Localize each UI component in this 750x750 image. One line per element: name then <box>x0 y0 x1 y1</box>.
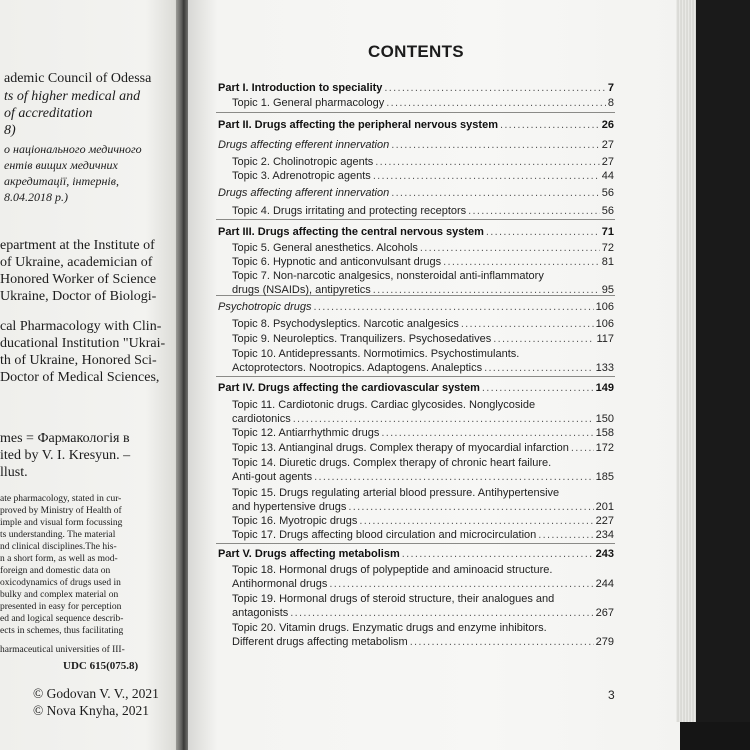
toc-entry-title: Part III. Drugs affecting the central nervous system <box>218 226 484 238</box>
left-page-line: 8) <box>4 123 16 138</box>
toc-entry-title: drugs (NSAIDs), antipyretics <box>232 284 371 296</box>
left-page-line: о національного медичного <box>4 142 142 156</box>
toc-page-number: 44 <box>601 170 614 182</box>
toc-topic[interactable] <box>232 205 614 218</box>
toc-topic[interactable] <box>232 501 614 514</box>
toc-topic[interactable] <box>232 636 614 649</box>
toc-entry-title: and hypertensive drugs <box>232 501 347 513</box>
toc-topic[interactable] <box>232 515 614 528</box>
toc-page-number: 81 <box>601 256 614 268</box>
toc-entry-line: Topic 10. Antidepressants. Normotimics. Psychostimulants. <box>232 348 520 360</box>
left-page-line: акредитації, інтернів, <box>4 174 119 188</box>
dot-leader <box>290 607 593 620</box>
toc-entry-title: Topic 17. Drugs affecting blood circulation and microcirculation <box>232 529 537 541</box>
toc-page-number: 56 <box>601 187 614 199</box>
dot-leader <box>493 333 594 346</box>
dot-leader <box>293 413 594 426</box>
toc-entry-title: Topic 4. Drugs irritating and protecting receptors <box>232 205 467 217</box>
dot-leader <box>314 471 594 484</box>
toc-topic[interactable] <box>232 256 614 269</box>
page-edges <box>676 0 696 722</box>
toc-entry-line: Topic 18. Hormonal drugs of polypeptide and aminoacid structure. <box>232 564 553 576</box>
dot-leader <box>375 156 600 169</box>
left-page-line: ademic Council of Odessa <box>4 71 152 86</box>
toc-topic[interactable] <box>232 529 614 542</box>
toc-topic[interactable] <box>232 156 614 169</box>
dot-leader <box>571 442 594 455</box>
copyright-publisher: © Nova Knyha, 2021 <box>33 703 149 718</box>
toc-entry-title: Drugs affecting efferent innervation <box>218 139 390 151</box>
toc-entry-line: Topic 15. Drugs regulating arterial blood pressure. Antihypertensive <box>232 487 560 499</box>
toc-topic[interactable] <box>232 170 614 183</box>
left-page-line: oxicodynamics of drugs used in <box>0 578 121 588</box>
left-page-line: imple and visual form focussing <box>0 518 123 528</box>
left-page-line: 8.04.2018 р.) <box>4 190 68 204</box>
toc-topic[interactable] <box>232 413 614 426</box>
toc-entry-title: Topic 12. Antiarrhythmic drugs <box>232 427 380 439</box>
left-page-line: cal Pharmacology with Clin- <box>0 319 162 334</box>
toc-page-number: 172 <box>595 442 614 454</box>
left-page-line: ducational Institution "Ukrai- <box>0 336 166 351</box>
toc-entry-title: Actoprotectors. Nootropics. Adaptogens. Analeptics <box>232 362 483 374</box>
left-page-line: presented in easy for perception <box>0 602 122 612</box>
dot-leader <box>500 119 600 132</box>
toc-entry-title: Part II. Drugs affecting the peripheral nervous system <box>218 119 498 131</box>
toc-page-number: 158 <box>595 427 614 439</box>
toc-section[interactable] <box>218 301 614 314</box>
dot-leader <box>329 578 593 591</box>
toc-entry-title: Topic 3. Adrenotropic agents <box>232 170 371 182</box>
separator-rule <box>216 543 615 544</box>
left-page-line: of Ukraine, academician of <box>0 255 153 270</box>
left-page-line: ентів вищих медичних <box>4 158 118 172</box>
toc-topic[interactable] <box>232 471 614 484</box>
contents-title: CONTENTS <box>368 42 464 61</box>
toc-page-number: 243 <box>595 548 614 560</box>
separator-rule <box>216 112 615 113</box>
background-shadow <box>680 722 750 750</box>
toc-topic[interactable] <box>232 318 614 331</box>
dot-leader <box>359 515 593 528</box>
dot-leader <box>391 139 600 152</box>
toc-page-number: 133 <box>595 362 614 374</box>
left-page-line: ited by V. I. Kresyun. – <box>0 448 131 463</box>
left-page-line: ects in schemes, thus facilitating <box>0 626 124 636</box>
toc-page-number: 149 <box>595 382 614 394</box>
toc-page-number: 56 <box>601 205 614 217</box>
toc-page-number: 117 <box>596 333 614 345</box>
toc-entry-title: antagonists <box>232 607 289 619</box>
toc-page-number: 26 <box>601 119 614 131</box>
dot-leader <box>468 205 600 218</box>
toc-entry-title: Topic 5. General anesthetics. Alcohols <box>232 242 418 254</box>
toc-entry-title: Topic 2. Cholinotropic agents <box>232 156 374 168</box>
toc-entry-title: Topic 6. Hypnotic and anticonvulsant drugs <box>232 256 442 268</box>
toc-page-number: 7 <box>607 82 614 94</box>
dot-leader <box>348 501 593 514</box>
left-page-line: Honored Worker of Science <box>0 272 157 287</box>
dot-leader <box>482 382 594 395</box>
dot-leader <box>384 82 605 95</box>
toc-entry-title: Antihormonal drugs <box>232 578 328 590</box>
toc-entry-title: Part I. Introduction to speciality <box>218 82 383 94</box>
toc-entry-line: Topic 7. Non-narcotic analgesics, nonsteroidal anti-inflammatory <box>232 270 544 282</box>
left-page-line: epartment at the Institute of <box>0 238 155 253</box>
toc-entry-title: Part V. Drugs affecting metabolism <box>218 548 400 560</box>
toc-entry-title: Topic 16. Myotropic drugs <box>232 515 358 527</box>
toc-entry-title: Topic 8. Psychodysleptics. Narcotic analgesics <box>232 318 459 330</box>
toc-page-number: 27 <box>601 139 614 151</box>
toc-entry-title: Topic 13. Antianginal drugs. Complex therapy of myocardial infarction <box>232 442 569 454</box>
toc-page-number: 267 <box>595 607 614 619</box>
dot-leader <box>538 529 593 542</box>
dot-leader <box>420 242 600 255</box>
toc-topic[interactable] <box>232 607 614 620</box>
toc-topic[interactable] <box>232 442 614 455</box>
left-page-line: th of Ukraine, Honored Sci- <box>0 353 157 368</box>
toc-page-number: 106 <box>595 301 614 313</box>
toc-page-number: 185 <box>595 471 614 483</box>
toc-page-number: 234 <box>595 529 614 541</box>
dot-leader <box>373 170 600 183</box>
toc-topic[interactable] <box>232 333 614 346</box>
left-page-line: foreign and domestic data on <box>0 566 111 576</box>
toc-section[interactable] <box>218 187 614 200</box>
dot-leader <box>461 318 594 331</box>
dot-leader <box>391 187 600 200</box>
udc-code: UDC 615(075.8) <box>63 660 139 672</box>
toc-entry-line: Topic 14. Diuretic drugs. Complex therapy of chronic heart failure. <box>232 457 552 469</box>
dot-leader <box>484 362 594 375</box>
toc-topic[interactable] <box>232 242 614 255</box>
toc-entry-title: cardiotonics <box>232 413 291 425</box>
left-page-line: Doctor of Medical Sciences, <box>0 370 160 385</box>
toc-entry-line: Topic 11. Cardiotonic drugs. Cardiac glycosides. Nonglycoside <box>232 399 536 411</box>
toc-page-number: 106 <box>595 318 614 330</box>
left-page <box>0 0 182 750</box>
toc-entry-title: Drugs affecting afferent innervation <box>218 187 390 199</box>
left-page-line: ts understanding. The material <box>0 530 116 540</box>
left-page-line: of accreditation <box>4 106 93 121</box>
left-page-line: ts of higher medical and <box>4 89 141 104</box>
left-page-line: llust. <box>0 465 28 480</box>
toc-entry-title: Psychotropic drugs <box>218 301 312 313</box>
toc-part[interactable] <box>218 119 614 132</box>
toc-page-number: 8 <box>607 97 614 109</box>
dot-leader <box>486 226 600 239</box>
toc-page-number: 27 <box>601 156 614 168</box>
dot-leader <box>373 284 600 297</box>
separator-rule <box>216 219 615 220</box>
dot-leader <box>410 636 594 649</box>
left-page-line: nd clinical disciplines.The his- <box>0 542 117 552</box>
toc-page-number: 72 <box>601 242 614 254</box>
toc-entry-line: Topic 20. Vitamin drugs. Enzymatic drugs and enzyme inhibitors. <box>232 622 547 634</box>
toc-entry-line: Topic 19. Hormonal drugs of steroid structure, their analogues and <box>232 593 555 605</box>
toc-page-number: 150 <box>595 413 614 425</box>
toc-topic[interactable] <box>232 578 614 591</box>
toc-part[interactable] <box>218 382 614 395</box>
toc-page-number: 71 <box>601 226 614 238</box>
toc-part[interactable] <box>218 226 614 239</box>
dot-leader <box>381 427 593 440</box>
dot-leader <box>402 548 594 561</box>
left-page-line: Ukraine, Doctor of Biologi- <box>0 289 157 304</box>
toc-page-number: 279 <box>595 636 614 648</box>
toc-page-number: 244 <box>595 578 614 590</box>
toc-page-number: 227 <box>595 515 614 527</box>
left-page-line: ed and logical sequence describ- <box>0 614 124 624</box>
left-page-line: bulky and complex material on <box>0 590 119 600</box>
toc-part[interactable] <box>218 548 614 561</box>
toc-section[interactable] <box>218 139 614 152</box>
dot-leader <box>314 301 594 314</box>
toc-entry-title: Different drugs affecting metabolism <box>232 636 408 648</box>
left-page-line: proved by Ministry of Health of <box>0 506 122 516</box>
toc-entry-title: Anti-gout agents <box>232 471 313 483</box>
copyright-author: © Godovan V. V., 2021 <box>33 686 159 701</box>
left-page-line: harmaceutical universities of III- <box>0 645 125 655</box>
left-page-line: n a short form, as well as mod- <box>0 554 118 564</box>
toc-entry-title: Part IV. Drugs affecting the cardiovascular system <box>218 382 480 394</box>
left-page-line: ate pharmacology, stated in cur- <box>0 494 122 504</box>
toc-part[interactable] <box>218 82 614 95</box>
dot-leader <box>443 256 600 269</box>
toc-topic[interactable] <box>232 97 614 110</box>
toc-page-number: 201 <box>595 501 614 513</box>
toc-page-number: 95 <box>601 284 614 296</box>
toc-topic[interactable] <box>232 284 614 297</box>
toc-topic[interactable] <box>232 427 614 440</box>
toc-entry-title: Topic 1. General pharmacology <box>232 97 385 109</box>
left-page-line: mes = Фармакологія в <box>0 431 130 446</box>
separator-rule <box>216 376 615 377</box>
page-number: 3 <box>608 688 615 702</box>
dot-leader <box>386 97 606 110</box>
toc-topic[interactable] <box>232 362 614 375</box>
toc-entry-title: Topic 9. Neuroleptics. Tranquilizers. Psychosedatives <box>232 333 492 345</box>
